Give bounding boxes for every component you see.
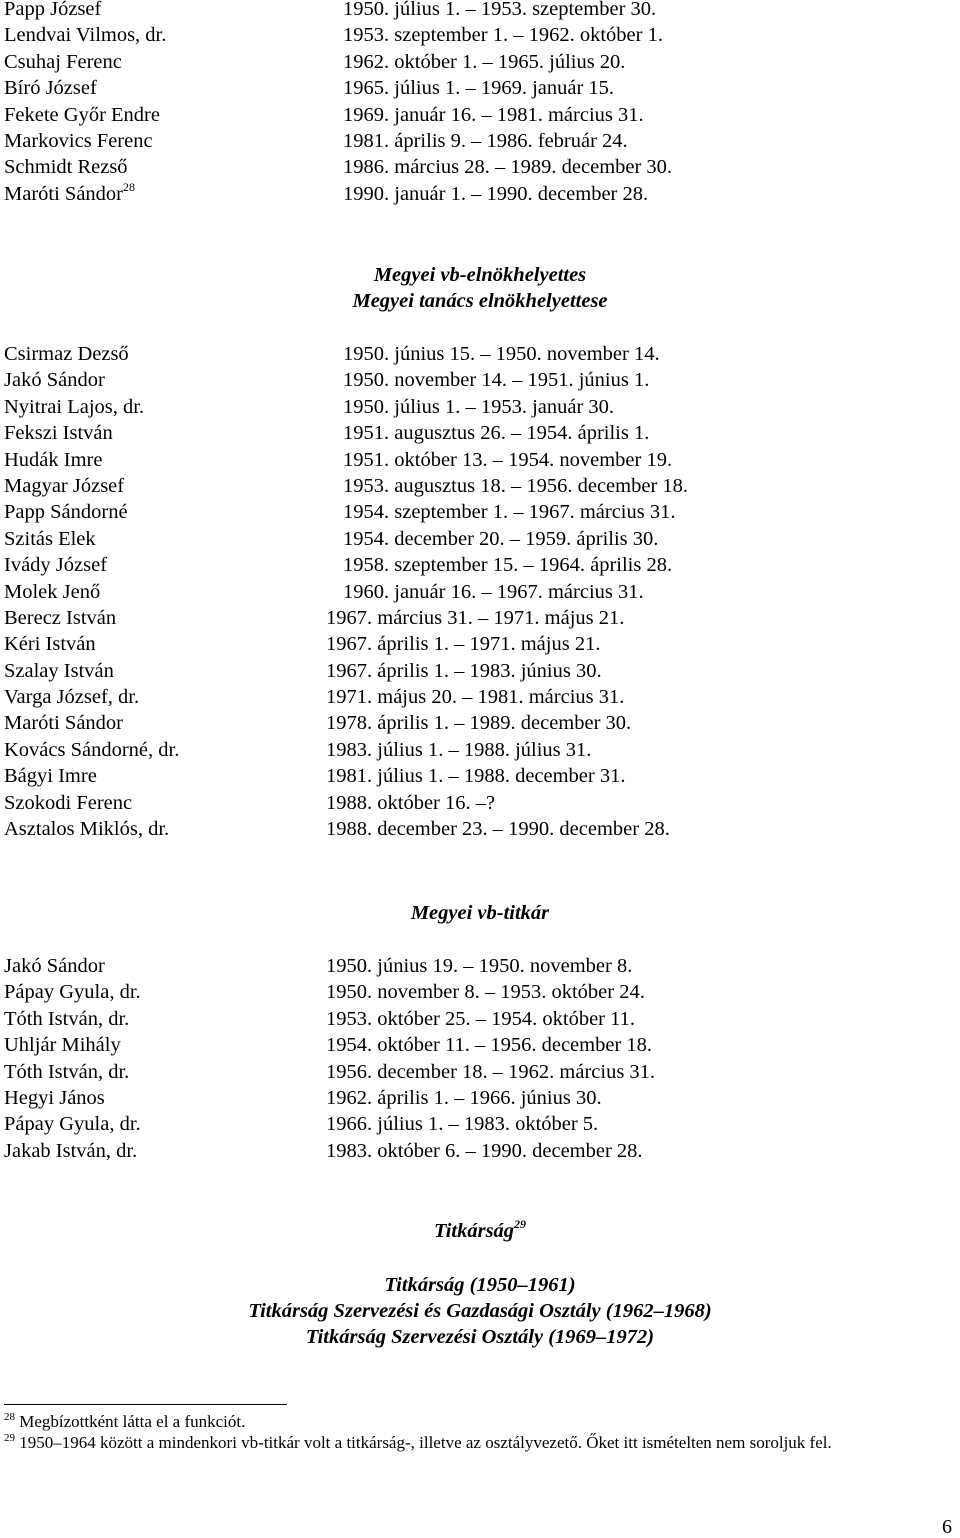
footnote-divider (4, 1404, 287, 1405)
term-dates: 1950. november 8. – 1953. október 24. (326, 981, 645, 1004)
term-dates: 1962. október 1. – 1965. július 20. (343, 50, 626, 73)
section-heading: Megyei vb-titkár (410, 902, 550, 924)
person-name: Uhljár Mihály (4, 1034, 121, 1057)
list-item (4, 49, 954, 75)
person-name: Maróti Sándor (4, 712, 123, 735)
section-heading-text: Titkárság (433, 1220, 515, 1242)
list-item (4, 658, 954, 684)
page-number: 6 (942, 1516, 952, 1538)
list-item (4, 420, 954, 446)
person-name: Fekete Győr Endre (4, 103, 160, 126)
person-name: Bágyi Imre (4, 765, 97, 788)
term-dates: 1962. április 1. – 1966. június 30. (326, 1086, 602, 1109)
person-name: Nyitrai Lajos, dr. (4, 395, 145, 418)
person-name: Tóth István, dr. (4, 1007, 130, 1030)
term-dates: 1958. szeptember 15. – 1964. április 28. (343, 554, 673, 577)
term-dates: 1971. május 20. – 1981. március 31. (326, 686, 625, 709)
term-dates: 1986. március 28. – 1989. december 30. (343, 156, 673, 179)
list-item (4, 579, 954, 605)
term-dates: 1954. október 11. – 1956. december 18. (326, 1034, 653, 1057)
list-item (4, 102, 954, 128)
footnote-number: 29 (4, 1432, 15, 1444)
term-dates: 1951. október 13. – 1954. november 19. (343, 448, 673, 471)
list-item (4, 790, 954, 816)
list-item (4, 605, 954, 631)
person-name (4, 181, 135, 207)
person-name: Szitás Elek (4, 527, 96, 550)
list-item (4, 181, 954, 207)
person-name: Jakó Sándor (4, 955, 105, 977)
person-name: Tóth István, dr. (4, 1060, 130, 1083)
person-name: Jakó Sándor (4, 369, 105, 392)
term-dates: 1967. április 1. – 1983. június 30. (326, 659, 602, 682)
person-name: Molek Jenő (4, 580, 101, 603)
section-heading (0, 1218, 960, 1244)
deputy-list (4, 341, 954, 842)
list-item (4, 763, 954, 789)
person-name: Bíró József (4, 77, 97, 100)
person-name: Hegyi János (4, 1086, 105, 1109)
person-name: Kovács Sándorné, dr. (4, 738, 180, 761)
list-item (4, 367, 954, 393)
person-name: Magyar József (4, 474, 125, 497)
list-item (4, 684, 954, 710)
term-dates: 1950. június 19. – 1950. november 8. (326, 955, 633, 977)
list-item (4, 1006, 954, 1032)
person-name-text: Maróti Sándor (4, 182, 123, 205)
person-name: Schmidt Rezső (4, 156, 128, 179)
person-name: Kéri István (4, 633, 96, 656)
list-item (4, 552, 954, 578)
person-name: Szalay István (4, 659, 114, 682)
person-name: Pápay Gyula, dr. (4, 981, 141, 1004)
person-name: Lendvai Vilmos, dr. (4, 24, 167, 47)
person-name: Ivády József (4, 554, 108, 577)
person-name: Varga József, dr. (4, 686, 140, 709)
subsection-line: Titkárság Szervezési Osztály (1969–1972) (305, 1326, 655, 1348)
term-dates: 1954. december 20. – 1959. április 30. (343, 527, 659, 550)
term-dates: 1950. július 1. – 1953. szeptember 30. (343, 0, 657, 20)
footnote-number: 28 (4, 1411, 15, 1423)
list-item (4, 1059, 954, 1085)
term-dates: 1978. április 1. – 1989. december 30. (326, 712, 632, 735)
footnote (4, 1432, 956, 1453)
term-dates: 1967. március 31. – 1971. május 21. (326, 606, 625, 629)
list-item (4, 394, 954, 420)
list-item (4, 341, 954, 367)
term-dates: 1981. április 9. – 1986. február 24. (343, 129, 628, 152)
person-name: Hudák Imre (4, 448, 103, 471)
term-dates: 1967. április 1. – 1971. május 21. (326, 633, 601, 656)
person-name: Pápay Gyula, dr. (4, 1113, 141, 1136)
person-name: Szokodi Ferenc (4, 791, 133, 814)
section-subheading: Megyei tanács elnökhelyettese (352, 290, 608, 312)
list-item (4, 1085, 954, 1111)
list-item (4, 1138, 954, 1164)
list-item (4, 154, 954, 180)
list-item (4, 737, 954, 763)
term-dates: 1965. július 1. – 1969. január 15. (343, 77, 615, 100)
secretary-list (4, 953, 954, 1164)
person-name: Csuhaj Ferenc (4, 50, 122, 73)
list-item (4, 953, 954, 979)
term-dates: 1951. augusztus 26. – 1954. április 1. (343, 422, 650, 445)
term-dates: 1950. július 1. – 1953. január 30. (343, 395, 615, 418)
person-name: Papp Sándorné (4, 501, 128, 524)
subsection-line: Titkárság Szervezési és Gazdasági Osztály (1962–1968) (248, 1300, 712, 1322)
list-item (4, 710, 954, 736)
list-item (4, 0, 954, 22)
list-item (4, 816, 954, 842)
list-item (4, 473, 954, 499)
list-item (4, 22, 954, 48)
person-name: Csirmaz Dezső (4, 343, 129, 365)
term-dates: 1956. december 18. – 1962. március 31. (326, 1060, 656, 1083)
list-item (4, 75, 954, 101)
list-item (4, 128, 954, 154)
term-dates: 1981. július 1. – 1988. december 31. (326, 765, 626, 788)
subsection-line: Titkárság (1950–1961) (384, 1274, 576, 1296)
footnote-ref: 28 (123, 179, 135, 194)
term-dates: 1983. július 1. – 1988. július 31. (326, 738, 592, 761)
footnote (4, 1411, 956, 1432)
person-name: Fekszi István (4, 422, 113, 445)
list-item (4, 447, 954, 473)
list-item (4, 1111, 954, 1137)
term-dates: 1990. január 1. – 1990. december 28. (343, 182, 649, 205)
section-heading: Megyei vb-elnökhelyettes (373, 264, 587, 286)
list-item (4, 526, 954, 552)
footnote-text: 1950–1964 között a mindenkori vb-titkár volt a titkárság-, illetve az osztályvezető. Őket itt ismételten nem soroljuk fel. (19, 1433, 832, 1452)
footnote-ref: 29 (514, 1217, 527, 1231)
list-item (4, 499, 954, 525)
term-dates: 1954. szeptember 1. – 1967. március 31. (343, 501, 676, 524)
term-dates: 1983. október 6. – 1990. december 28. (326, 1139, 643, 1162)
term-dates: 1966. július 1. – 1983. október 5. (326, 1113, 599, 1136)
person-name: Asztalos Miklós, dr. (4, 818, 170, 841)
term-dates: 1988. december 23. – 1990. december 28. (326, 818, 670, 841)
person-name: Berecz István (4, 606, 117, 629)
term-dates: 1969. január 16. – 1981. március 31. (343, 103, 644, 126)
term-dates: 1988. október 16. –? (326, 791, 496, 814)
term-dates: 1953. szeptember 1. – 1962. október 1. (343, 24, 663, 47)
footnote-text: Megbízottként látta el a funkciót. (19, 1412, 246, 1431)
term-dates: 1950. november 14. – 1951. június 1. (343, 369, 650, 392)
list-item (4, 631, 954, 657)
person-name: Jakab István, dr. (4, 1139, 138, 1162)
term-dates: 1953. október 25. – 1954. október 11. (326, 1007, 635, 1030)
list-item (4, 1032, 954, 1058)
person-name: Papp József (4, 0, 102, 20)
leaders-list (4, 0, 954, 207)
term-dates: 1950. június 15. – 1950. november 14. (343, 343, 660, 365)
term-dates: 1960. január 16. – 1967. március 31. (343, 580, 644, 603)
list-item (4, 979, 954, 1005)
person-name: Markovics Ferenc (4, 129, 153, 152)
term-dates: 1953. augusztus 18. – 1956. december 18. (343, 474, 689, 497)
